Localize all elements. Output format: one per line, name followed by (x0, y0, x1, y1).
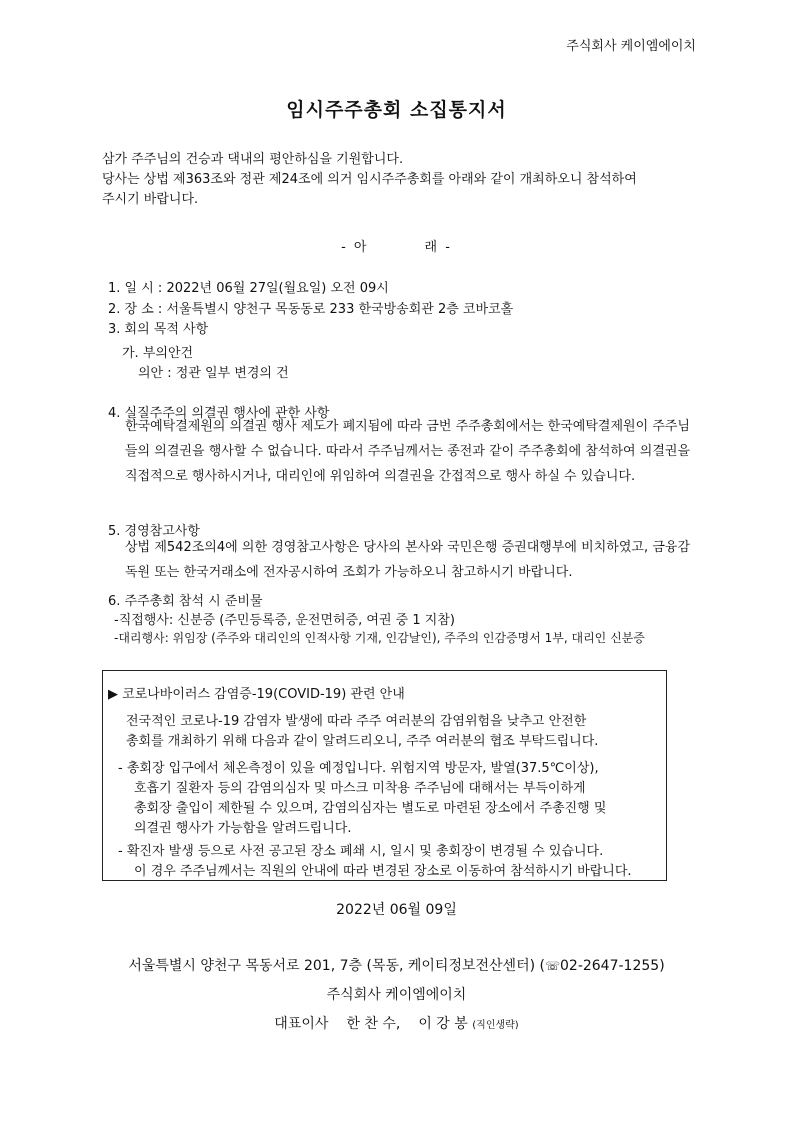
item-purpose-label: 3. 회의 목적 사항 (108, 322, 209, 337)
greeting-line: 당사는 상법 제363조와 정관 제24조에 의거 임시주주총회를 아래와 같이 개최하오니 참석하여 (102, 172, 637, 187)
item-datetime (108, 277, 389, 296)
item-prep-proxy: -대리행사: 위임장 (주주와 대리인의 인적사항 기재, 인감날인), 주주의 인감증명서 1부, 대리인 신분증 (114, 631, 645, 645)
covid-notice-bullet-cont: 이 경우 주주님께서는 직원의 안내에 따라 변경된 장소로 이동하여 참석하시기 바랍니다. (134, 864, 632, 879)
item-voting-text: 한국예탁결제원의 의결권 행사 제도가 폐지됨에 따라 금번 주주총회에서는 한국예탁결제원이 주주님들의 의결권을 행사할 수 없습니다. 따라서 주주님께서는 종전과 같이 주주총회에 참석하여 의결권을 직접적으로 행사하시거나, 대리인에 위임하여 의결권을 간접적으로 행사 하실 수 있습니다. (125, 419, 690, 484)
item-mgmt-label: 5. 경영참고사항 (108, 524, 200, 539)
covid-notice-bullet-cont: 호흡기 질환자 등의 감염의심자 및 마스크 미착용 주주님에 대해서는 부득이하게 (134, 781, 586, 796)
item-prep-label: 6. 주주총회 참석 시 준비물 (108, 594, 263, 609)
item-purpose-sub: 가. 부의안건 (122, 346, 194, 361)
page-title: 임시주주총회 소집통지서 (286, 99, 507, 121)
covid-notice-intro: 전국적인 코로나-19 감염자 발생에 따라 주주 여러분의 감염위험을 낮추고 안전한 (126, 714, 587, 729)
item-voting-label: 4. 실질주주의 의결권 행사에 관한 사항 (108, 406, 330, 421)
covid-notice-intro: 총회를 개최하기 위해 다음과 같이 알려드리오니, 주주 여러분의 협조 부탁드립니다. (126, 734, 599, 749)
item-place-label: 2. 장 소 : (108, 302, 163, 317)
item-place (108, 298, 513, 317)
item-mgmt-text: 상법 제542조의4에 의한 경영참고사항은 당사의 본사와 국민은행 증권대행부에 비치하였고, 금융감독원 또는 한국거래소에 전자공시하여 조회가 가능하오니 참고하시기 바랍니다. (125, 540, 690, 580)
footer-rep-name: 이 강 봉 (418, 1016, 468, 1032)
footer-address: 서울특별시 양천구 목동서로 201, 7층 (목동, 케이티정보전산센터) (☏02-2647-1255) (128, 958, 665, 974)
header-company: 주식회사 케이엠에이치 (566, 39, 696, 54)
covid-notice-bullet: - 총회장 입구에서 체온측정이 있을 예정입니다. 위험지역 방문자, 발열(37.5℃이상), (118, 761, 599, 776)
greeting (102, 150, 637, 210)
below-marker-right: 래 - (424, 240, 452, 255)
item-prep-direct: -직접행사: 신분증 (주민등록증, 운전면허증, 여권 중 1 지참) (114, 613, 455, 628)
covid-notice-bullet: - 확진자 발생 등으로 사전 공고된 장소 폐쇄 시, 일시 및 총회장이 변경될 수 있습니다. (118, 844, 604, 859)
below-marker-left: - 아 (341, 240, 369, 255)
item-datetime-label: 1. 일 시 : (108, 281, 163, 296)
footer-phone: 02-2647-1255 (560, 958, 660, 974)
greeting-line: 삼가 주주님의 건승과 댁내의 평안하심을 기원합니다. (102, 152, 404, 167)
item-purpose-agenda: 의안 : 정관 일부 변경의 건 (138, 366, 289, 381)
footer-company: 주식회사 케이엠에이치 (326, 987, 467, 1003)
footer-representatives (0, 1013, 793, 1033)
covid-notice-bullet-cont: 총회장 출입이 제한될 수 있으며, 감염의심자는 별도로 마련된 장소에서 주총진행 및 (134, 801, 607, 816)
footer-rep-title: 대표이사 (274, 1016, 329, 1032)
item-datetime-value: 2022년 06월 27일(월요일) 오전 09시 (166, 281, 389, 296)
below-marker (0, 236, 793, 255)
footer-rep-name: 한 찬 수, (346, 1016, 401, 1032)
notice-date: 2022년 06월 09일 (336, 902, 457, 918)
phone-icon: ☏ (544, 959, 560, 973)
footer-address-text: 서울특별시 양천구 목동서로 201, 7층 (목동, 케이티정보전산센터) (128, 958, 536, 974)
covid-notice-heading: ▶ 코로나바이러스 감염증-19(COVID-19) 관련 안내 (108, 687, 405, 702)
item-place-value: 서울특별시 양천구 목동동로 233 한국방송회관 2층 코바코홀 (166, 302, 514, 317)
footer-seal-note: (직인생략) (472, 1020, 519, 1031)
greeting-line: 주시기 바랍니다. (102, 192, 199, 207)
covid-notice-bullet-cont: 의결권 행사가 가능함을 알려드립니다. (134, 821, 352, 836)
